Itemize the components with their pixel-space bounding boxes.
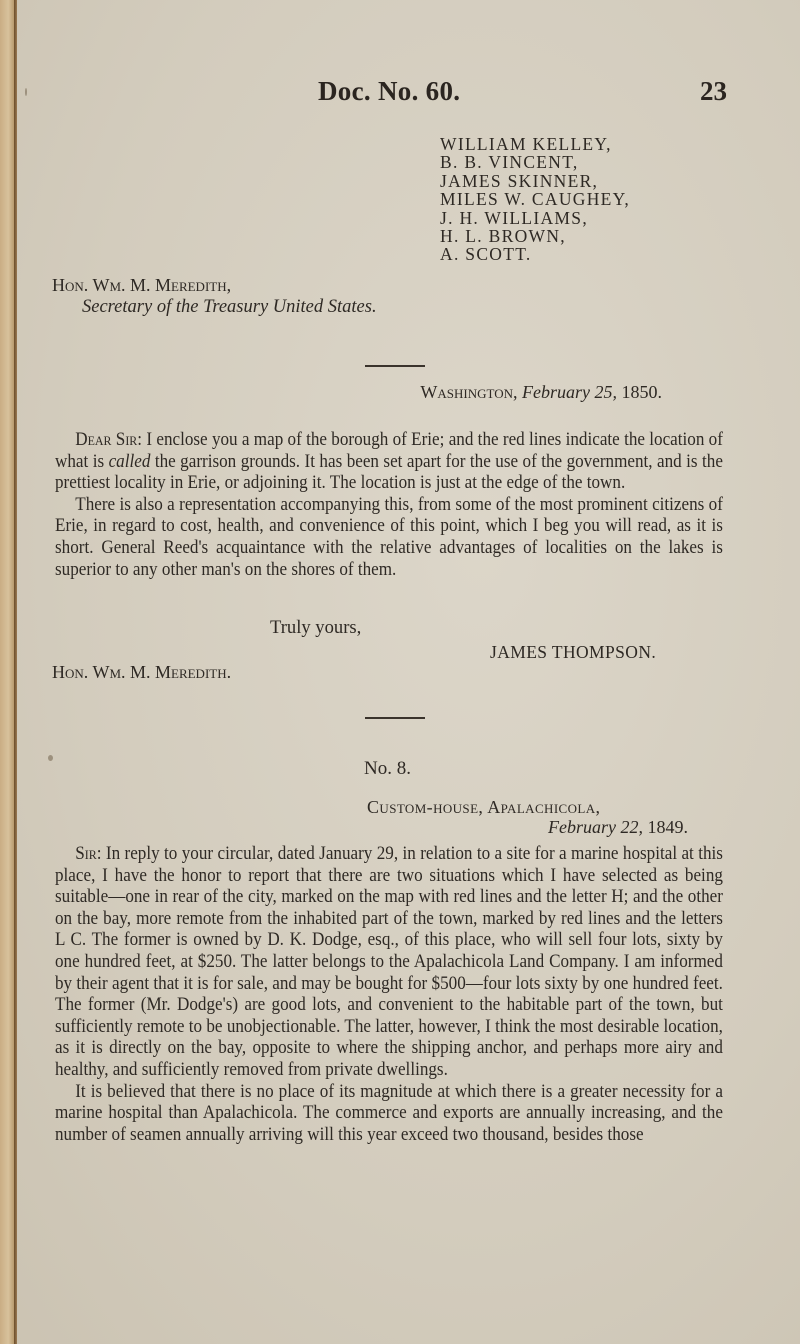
dateline-place: Washington,	[420, 382, 518, 402]
signatory: A. SCOTT.	[440, 244, 532, 265]
paper-speck	[48, 755, 53, 761]
binding-shadow-line	[14, 0, 17, 1344]
addressee-line: Hon. Wm. M. Meredith,	[52, 275, 232, 295]
addressee-line: Hon. Wm. M. Meredith.	[52, 662, 232, 682]
paragraph: There is also a representation accompanying this, from some of the most prominent citizens of Erie, in regard to cost, health, and convenience of this point, which I beg you will read, as it is short. General Reed's acquaintance with the relative advantages of localities on the lakes is superior to any other man's on the shores of them.	[55, 493, 723, 580]
dateline-washington	[420, 382, 662, 403]
letter-apalachicola-body	[55, 843, 723, 1145]
emphasis-text: called	[108, 450, 151, 472]
signatory: JAMES SKINNER,	[440, 170, 599, 191]
signatory: WILLIAM KELLEY,	[440, 134, 612, 154]
section-divider	[365, 365, 425, 367]
paragraph	[55, 843, 723, 1081]
paragraph-text: the garrison grounds. It has been set apart for the use of the government, and is the prettiest locality in Erie, or adjoining it. The location is just at the edge of the town.	[55, 450, 723, 494]
paragraph-text: I enclose you a map of the borough of Erie; and the red lines indicate the location of what is	[55, 429, 723, 472]
addressee-title: Secretary of the Treasury United States.	[82, 297, 377, 317]
paragraph: It is believed that there is no place of its magnitude at which there is a greater necessity for a marine hospital than Apalachicola. The commerce and exports are annually increasing, and the number of seamen annually arriving will this year exceed two thousand, besides those	[55, 1080, 723, 1145]
letter-closing: Truly yours,	[270, 617, 362, 638]
signatory: MILES W. CAUGHEY,	[440, 189, 630, 210]
salutation: Sir:	[75, 843, 102, 864]
section-number: No. 8.	[364, 758, 411, 779]
dateline-date: February 25,	[522, 382, 617, 402]
page-number: 23	[700, 76, 727, 106]
dateline-place: Custom-house, Apalachicola,	[367, 797, 601, 817]
dateline-year: 1850.	[621, 382, 662, 402]
signatory: H. L. BROWN,	[440, 226, 566, 247]
letter-thompson-body	[55, 429, 723, 580]
dateline-year: 1849.	[647, 817, 688, 837]
paragraph	[55, 429, 723, 494]
paper-speck	[25, 88, 27, 96]
salutation: Dear Sir:	[75, 429, 143, 450]
signatory: B. B. VINCENT,	[440, 152, 579, 173]
book-binding-edge	[0, 0, 14, 1344]
signatory: J. H. WILLIAMS,	[440, 207, 588, 228]
paragraph-text: In reply to your circular, dated January 29, in relation to a site for a marine hospital at this place, I have the honor to report that there are two situations which I have selected as being suitable—one in rear of the city, marked on the map with red lines and the letter H; and the other on the bay, more remote from the inhabited part of the town, marked by red lines and the letters L C. The former is owned by D. K. Dodge, esq., of this place, who will sell four lots, sixty by one hundred feet, at $250. The latter belongs to the Apalachicola Land Company. I am informed by their agent that it is for sale, and may be bought for $500—four lots sixty by one hundred feet. The former (Mr. Dodge's) are good lots, and convenient to the habitable part of the town, but sufficiently remote to be unobjectionable. The latter, however, I think the most desirable location, as it is directly on the bay, opposite to where the shipping anchor, and perhaps more airy and healthy, and sufficiently removed from private dwellings.	[55, 843, 723, 1080]
document-label: Doc. No. 60.	[318, 76, 461, 106]
page-header	[0, 66, 800, 106]
dateline-date: February 22,	[548, 817, 643, 837]
signatories-list	[440, 135, 630, 264]
signature: JAMES THOMPSON.	[490, 642, 657, 662]
dateline-apalachicola	[548, 817, 688, 838]
section-divider	[365, 717, 425, 719]
